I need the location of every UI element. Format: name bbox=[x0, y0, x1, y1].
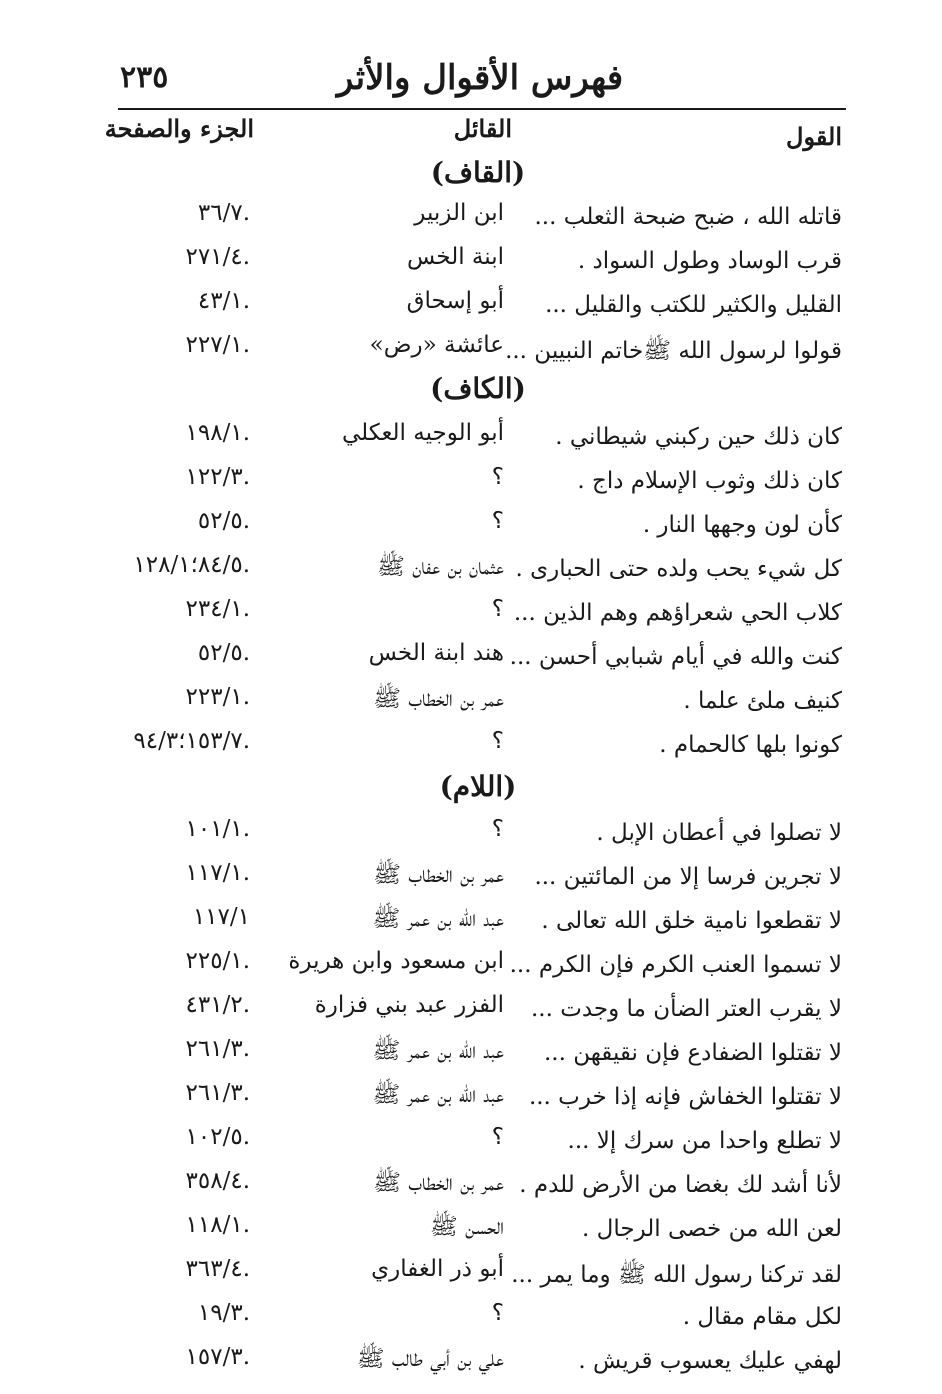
section-title-qaf: (القاف) bbox=[430, 156, 526, 189]
speaker-name: أبو إسحاق bbox=[406, 288, 504, 314]
volume-page-ref: .١٢٢/٣ bbox=[185, 464, 250, 490]
speaker-name: عائشة «رض» bbox=[369, 332, 504, 358]
volume-page-ref: .٢٦١/٣ bbox=[185, 1080, 250, 1106]
index-row bbox=[0, 640, 942, 680]
quote-text: لا تسموا العنب الكرم فإن الكرم ... bbox=[509, 952, 842, 978]
index-row bbox=[0, 420, 942, 460]
quote-text: لأنا أشد لك بغضا من الأرض للدم . bbox=[519, 1172, 842, 1198]
index-row bbox=[0, 1168, 942, 1208]
volume-page-ref: .١١٧/١ bbox=[185, 860, 250, 886]
speaker-name: الفزر عبد بني فزارة bbox=[314, 992, 504, 1018]
speaker-name: ابن الزبير bbox=[414, 200, 504, 226]
volume-page-ref: .٢٣٤/١ bbox=[185, 596, 250, 622]
index-row bbox=[0, 200, 942, 240]
column-header-speaker: القائل bbox=[453, 114, 512, 143]
quote-text: القليل والكثير للكتب والقليل ... bbox=[545, 292, 842, 318]
speaker-name: عمر بن الخطاب ﷺ bbox=[373, 862, 504, 888]
speaker-name: ؟ bbox=[491, 596, 504, 622]
index-row bbox=[0, 288, 942, 328]
quote-text: كان ذلك وثوب الإسلام داج . bbox=[577, 468, 842, 494]
speaker-name: عبد الله بن عمر ﷺ bbox=[372, 1082, 504, 1108]
quote-text: لا تطلع واحدا من سرك إلا ... bbox=[567, 1128, 842, 1154]
quote-text: قرب الوساد وطول السواد . bbox=[577, 248, 842, 274]
speaker-name: ؟ bbox=[491, 728, 504, 754]
column-headers bbox=[0, 114, 942, 154]
index-row bbox=[0, 1124, 942, 1164]
volume-page-ref: .٥٢/٥ bbox=[197, 640, 250, 666]
speaker-name: ابنة الخس bbox=[407, 244, 504, 270]
quote-text: لا تقطعوا نامية خلق الله تعالى . bbox=[541, 908, 842, 934]
speaker-name: علي بن أبي طالب ﷺ bbox=[356, 1346, 504, 1372]
index-row bbox=[0, 1036, 942, 1076]
speaker-name: عبد الله بن عمر ﷺ bbox=[372, 1038, 504, 1064]
volume-page-ref: .٢٦١/٣ bbox=[185, 1036, 250, 1062]
volume-page-ref: .١٩٨/١ bbox=[185, 420, 250, 446]
speaker-name: ؟ bbox=[491, 816, 504, 842]
index-row bbox=[0, 992, 942, 1032]
quote-text: لا يقرب العتر الضأن ما وجدت ... bbox=[530, 996, 842, 1022]
volume-page-ref: .٨٤/٥؛١٢٨/١ bbox=[133, 552, 250, 578]
quote-text: لقد تركنا رسول الله ﷺ وما يمر ... bbox=[511, 1262, 842, 1288]
index-row bbox=[0, 860, 942, 900]
quote-text: كأن لون وجهها النار . bbox=[642, 512, 842, 538]
section-title-kaf: (الكاف) bbox=[430, 372, 526, 405]
speaker-name: أبو الوجيه العكلي bbox=[341, 420, 504, 446]
volume-page-ref: .١٥٣/٧؛٩٤/٣ bbox=[133, 728, 250, 754]
quote-text: لا تجرين فرسا إلا من المائتين ... bbox=[534, 864, 842, 890]
index-row bbox=[0, 904, 942, 944]
speaker-name: ؟ bbox=[491, 464, 504, 490]
quote-text: لا تقتلوا الضفادع فإن نقيقهن ... bbox=[543, 1040, 842, 1066]
column-header-quote: القول bbox=[786, 122, 842, 151]
volume-page-ref: .١٥٧/٣ bbox=[185, 1344, 250, 1370]
index-row bbox=[0, 552, 942, 592]
speaker-name: عثمان بن عفان ﷺ bbox=[377, 554, 504, 580]
volume-page-ref: .٢٢٥/١ bbox=[185, 948, 250, 974]
index-row bbox=[0, 684, 942, 724]
index-row bbox=[0, 1300, 942, 1340]
volume-page-ref: ١١٧/١ bbox=[192, 904, 250, 930]
volume-page-ref: .٣٥٨/٤ bbox=[185, 1168, 250, 1194]
speaker-name: عمر بن الخطاب ﷺ bbox=[373, 686, 504, 712]
column-header-reference: الجزء والصفحة bbox=[104, 114, 254, 143]
volume-page-ref: .٥٢/٥ bbox=[197, 508, 250, 534]
quote-text: لعن الله من خصى الرجال . bbox=[581, 1216, 842, 1242]
speaker-name: الحسن ﷺ bbox=[430, 1214, 504, 1240]
volume-page-ref: .١٠٢/٥ bbox=[185, 1124, 250, 1150]
quote-text: كونوا بلها كالحمام . bbox=[659, 732, 842, 758]
speaker-name: ؟ bbox=[491, 1124, 504, 1150]
quote-text: كنيف ملئ علما . bbox=[683, 688, 842, 714]
speaker-name: ؟ bbox=[491, 1300, 504, 1326]
volume-page-ref: .٢٢٧/١ bbox=[185, 332, 250, 358]
speaker-name: عبد الله بن عمر ﷺ bbox=[372, 906, 504, 932]
speaker-name: عمر بن الخطاب ﷺ bbox=[373, 1170, 504, 1196]
quote-text: كل شيء يحب ولده حتى الحبارى . bbox=[515, 556, 842, 582]
speaker-name: هند ابنة الخس bbox=[368, 640, 504, 666]
quote-text: قولوا لرسول الله ﷺخاتم النبيين ... bbox=[505, 338, 842, 364]
index-row bbox=[0, 728, 942, 768]
index-row bbox=[0, 1080, 942, 1120]
volume-page-ref: .١١٨/١ bbox=[185, 1212, 250, 1238]
index-row bbox=[0, 508, 942, 548]
quote-text: قاتله الله ، ضبح ضبحة الثعلب ... bbox=[534, 204, 842, 230]
volume-page-ref: .١٩/٣ bbox=[197, 1300, 250, 1326]
index-row bbox=[0, 464, 942, 504]
index-row bbox=[0, 948, 942, 988]
volume-page-ref: .٤٣/١ bbox=[197, 288, 250, 314]
volume-page-ref: .٣٦/٧ bbox=[197, 200, 250, 226]
volume-page-ref: .٣٦٣/٤ bbox=[185, 1256, 250, 1282]
speaker-name: ابن مسعود وابن هريرة bbox=[288, 948, 504, 974]
index-row bbox=[0, 1256, 942, 1296]
quote-text: كنت والله في أيام شبابي أحسن ... bbox=[509, 644, 842, 670]
quote-text: كلاب الحي شعراؤهم وهم الذين ... bbox=[513, 600, 842, 626]
quote-text: لا تقتلوا الخفاش فإنه إذا خرب ... bbox=[528, 1084, 842, 1110]
volume-page-ref: .٢٢٣/١ bbox=[185, 684, 250, 710]
quote-text: لا تصلوا في أعطان الإبل . bbox=[596, 820, 842, 846]
quote-text: لهفي عليك يعسوب قريش . bbox=[578, 1348, 842, 1374]
page-title: فهرس الأقوال والأثر bbox=[336, 58, 624, 98]
index-row bbox=[0, 816, 942, 856]
volume-page-ref: .٤٣١/٢ bbox=[185, 992, 250, 1018]
index-row bbox=[0, 596, 942, 636]
index-row bbox=[0, 1212, 942, 1252]
index-row bbox=[0, 1344, 942, 1384]
index-row bbox=[0, 244, 942, 284]
volume-page-ref: .١٠١/١ bbox=[185, 816, 250, 842]
speaker-name: ؟ bbox=[491, 508, 504, 534]
volume-page-ref: .٢٧١/٤ bbox=[185, 244, 250, 270]
speaker-name: أبو ذر الغفاري bbox=[371, 1256, 504, 1282]
section-title-lam: (اللام) bbox=[439, 770, 517, 803]
quote-text: لكل مقام مقال . bbox=[682, 1304, 842, 1330]
index-row bbox=[0, 332, 942, 372]
page-number: ٢٣٥ bbox=[120, 60, 169, 95]
quote-text: كان ذلك حين ركبني شيطاني . bbox=[555, 424, 842, 450]
header-rule bbox=[118, 108, 846, 110]
